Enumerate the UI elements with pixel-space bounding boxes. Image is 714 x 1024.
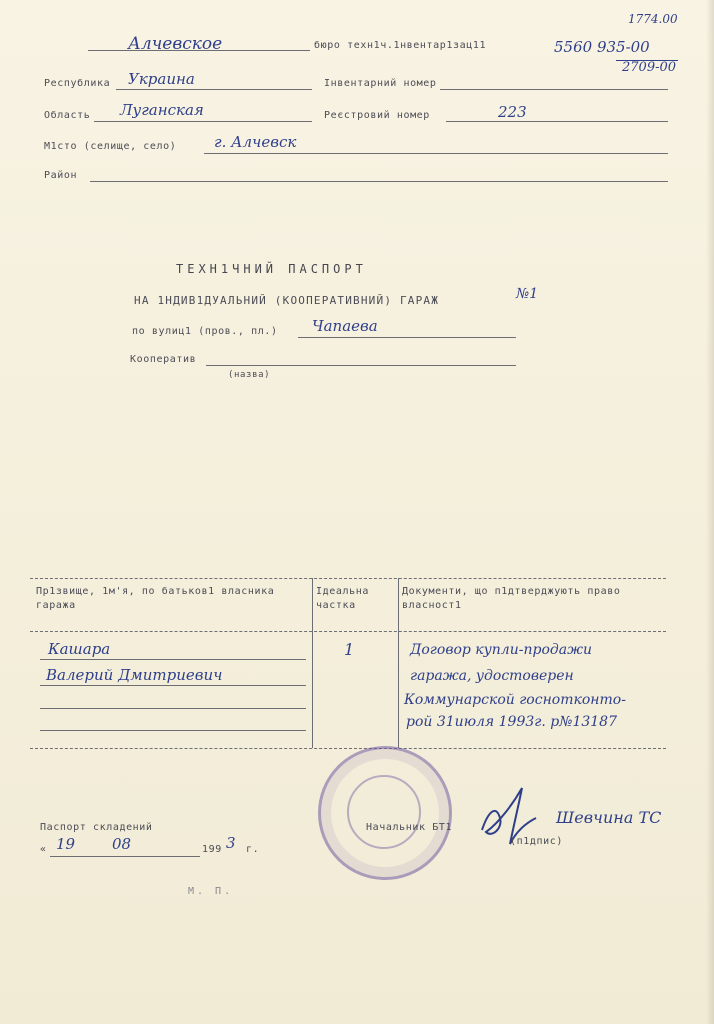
garage-number: №1 xyxy=(516,286,539,302)
corner-number-bottom: 2709-00 xyxy=(622,60,677,75)
city-underline xyxy=(204,153,668,154)
street-value: Чапаева xyxy=(312,317,378,335)
street-underline xyxy=(298,337,516,338)
issued-year-digit: 3 xyxy=(226,834,236,852)
paper-edge-shadow xyxy=(706,0,714,1024)
owner-surname: Кашара xyxy=(48,640,111,658)
mp-label: М. П. xyxy=(188,886,234,897)
coop-underline xyxy=(206,365,516,366)
corner-number-top: 1774.00 xyxy=(628,12,678,26)
district-label: Район xyxy=(44,170,78,181)
oblast-value: Луганская xyxy=(120,101,204,119)
table-header-documents: Документи, що п1дтверджують право власност1 xyxy=(402,586,621,611)
district-underline xyxy=(90,181,668,182)
signature-caption: (п1дпис) xyxy=(510,836,563,847)
city-label: М1сто (селище, село) xyxy=(44,141,177,152)
oblast-underline xyxy=(94,121,312,122)
oblast-label: Область xyxy=(44,110,91,121)
corner-number-mid: 5560 935-00 xyxy=(554,38,650,56)
office-underline xyxy=(88,50,310,51)
seal-inner-ring xyxy=(347,775,421,849)
document-line-1: Договор купли-продажи xyxy=(410,642,593,658)
republic-value: Украина xyxy=(128,70,195,88)
office-value: Алчевское xyxy=(128,34,223,54)
table-col-divider-1 xyxy=(312,578,313,748)
issued-year-prefix: 199 xyxy=(202,844,222,855)
signature-name: Шевчина ТС xyxy=(556,808,662,827)
table-header-owner: Пр1звище, 1м'я, по батьков1 власника гаража xyxy=(36,586,275,611)
head-label: Начальник БТ1 xyxy=(366,822,453,833)
document-subtitle: НА 1НДИВ1ДУАЛЬНИЙ (КООПЕРАТИВНИЙ) ГАРАЖ xyxy=(134,294,440,307)
table-top-border xyxy=(30,578,666,579)
document-line-4: рой 31июля 1993г. р№13187 xyxy=(406,714,617,730)
table-header-share: Iдеальна частка xyxy=(316,586,369,611)
republic-underline xyxy=(116,89,312,90)
coop-label: Кооператив xyxy=(130,354,197,365)
issued-month: 08 xyxy=(112,835,132,853)
owner-share: 1 xyxy=(344,640,355,659)
owner-name: Валерий Дмитриевич xyxy=(46,666,223,684)
issued-year-suffix: г. xyxy=(246,844,260,855)
city-value: г. Алчевск xyxy=(214,133,297,151)
table-header-bottom xyxy=(30,631,666,632)
inventory-underline xyxy=(440,89,668,90)
coop-caption: (назва) xyxy=(228,370,271,380)
table-bottom-border xyxy=(30,748,666,749)
table-line-2 xyxy=(40,685,306,686)
registry-label: Реєстровий номер xyxy=(324,110,430,121)
issued-date-underline xyxy=(50,856,200,857)
table-col-divider-2 xyxy=(398,578,399,748)
issued-open-quote: « xyxy=(40,844,47,855)
document-title: ТЕХН1ЧНИЙ ПАСПОРТ xyxy=(176,262,367,276)
office-label: бюро техн1ч.1нвентар1зац11 xyxy=(314,40,487,51)
issued-day: 19 xyxy=(56,835,76,853)
table-line-4 xyxy=(40,730,306,731)
table-line-3 xyxy=(40,708,306,709)
registry-value: 223 xyxy=(498,103,527,121)
table-line-1 xyxy=(40,659,306,660)
document-line-3: Коммунарской госнотконто- xyxy=(404,692,626,708)
issued-label: Паспорт складений xyxy=(40,822,153,833)
document-line-2: гаража, удостоверен xyxy=(410,668,574,684)
republic-label: Республика xyxy=(44,78,111,89)
street-label: по вулиц1 (пров., пл.) xyxy=(132,326,278,337)
registry-underline xyxy=(446,121,668,122)
official-seal xyxy=(318,746,452,880)
inventory-label: Iнвентарний номер xyxy=(324,78,437,89)
